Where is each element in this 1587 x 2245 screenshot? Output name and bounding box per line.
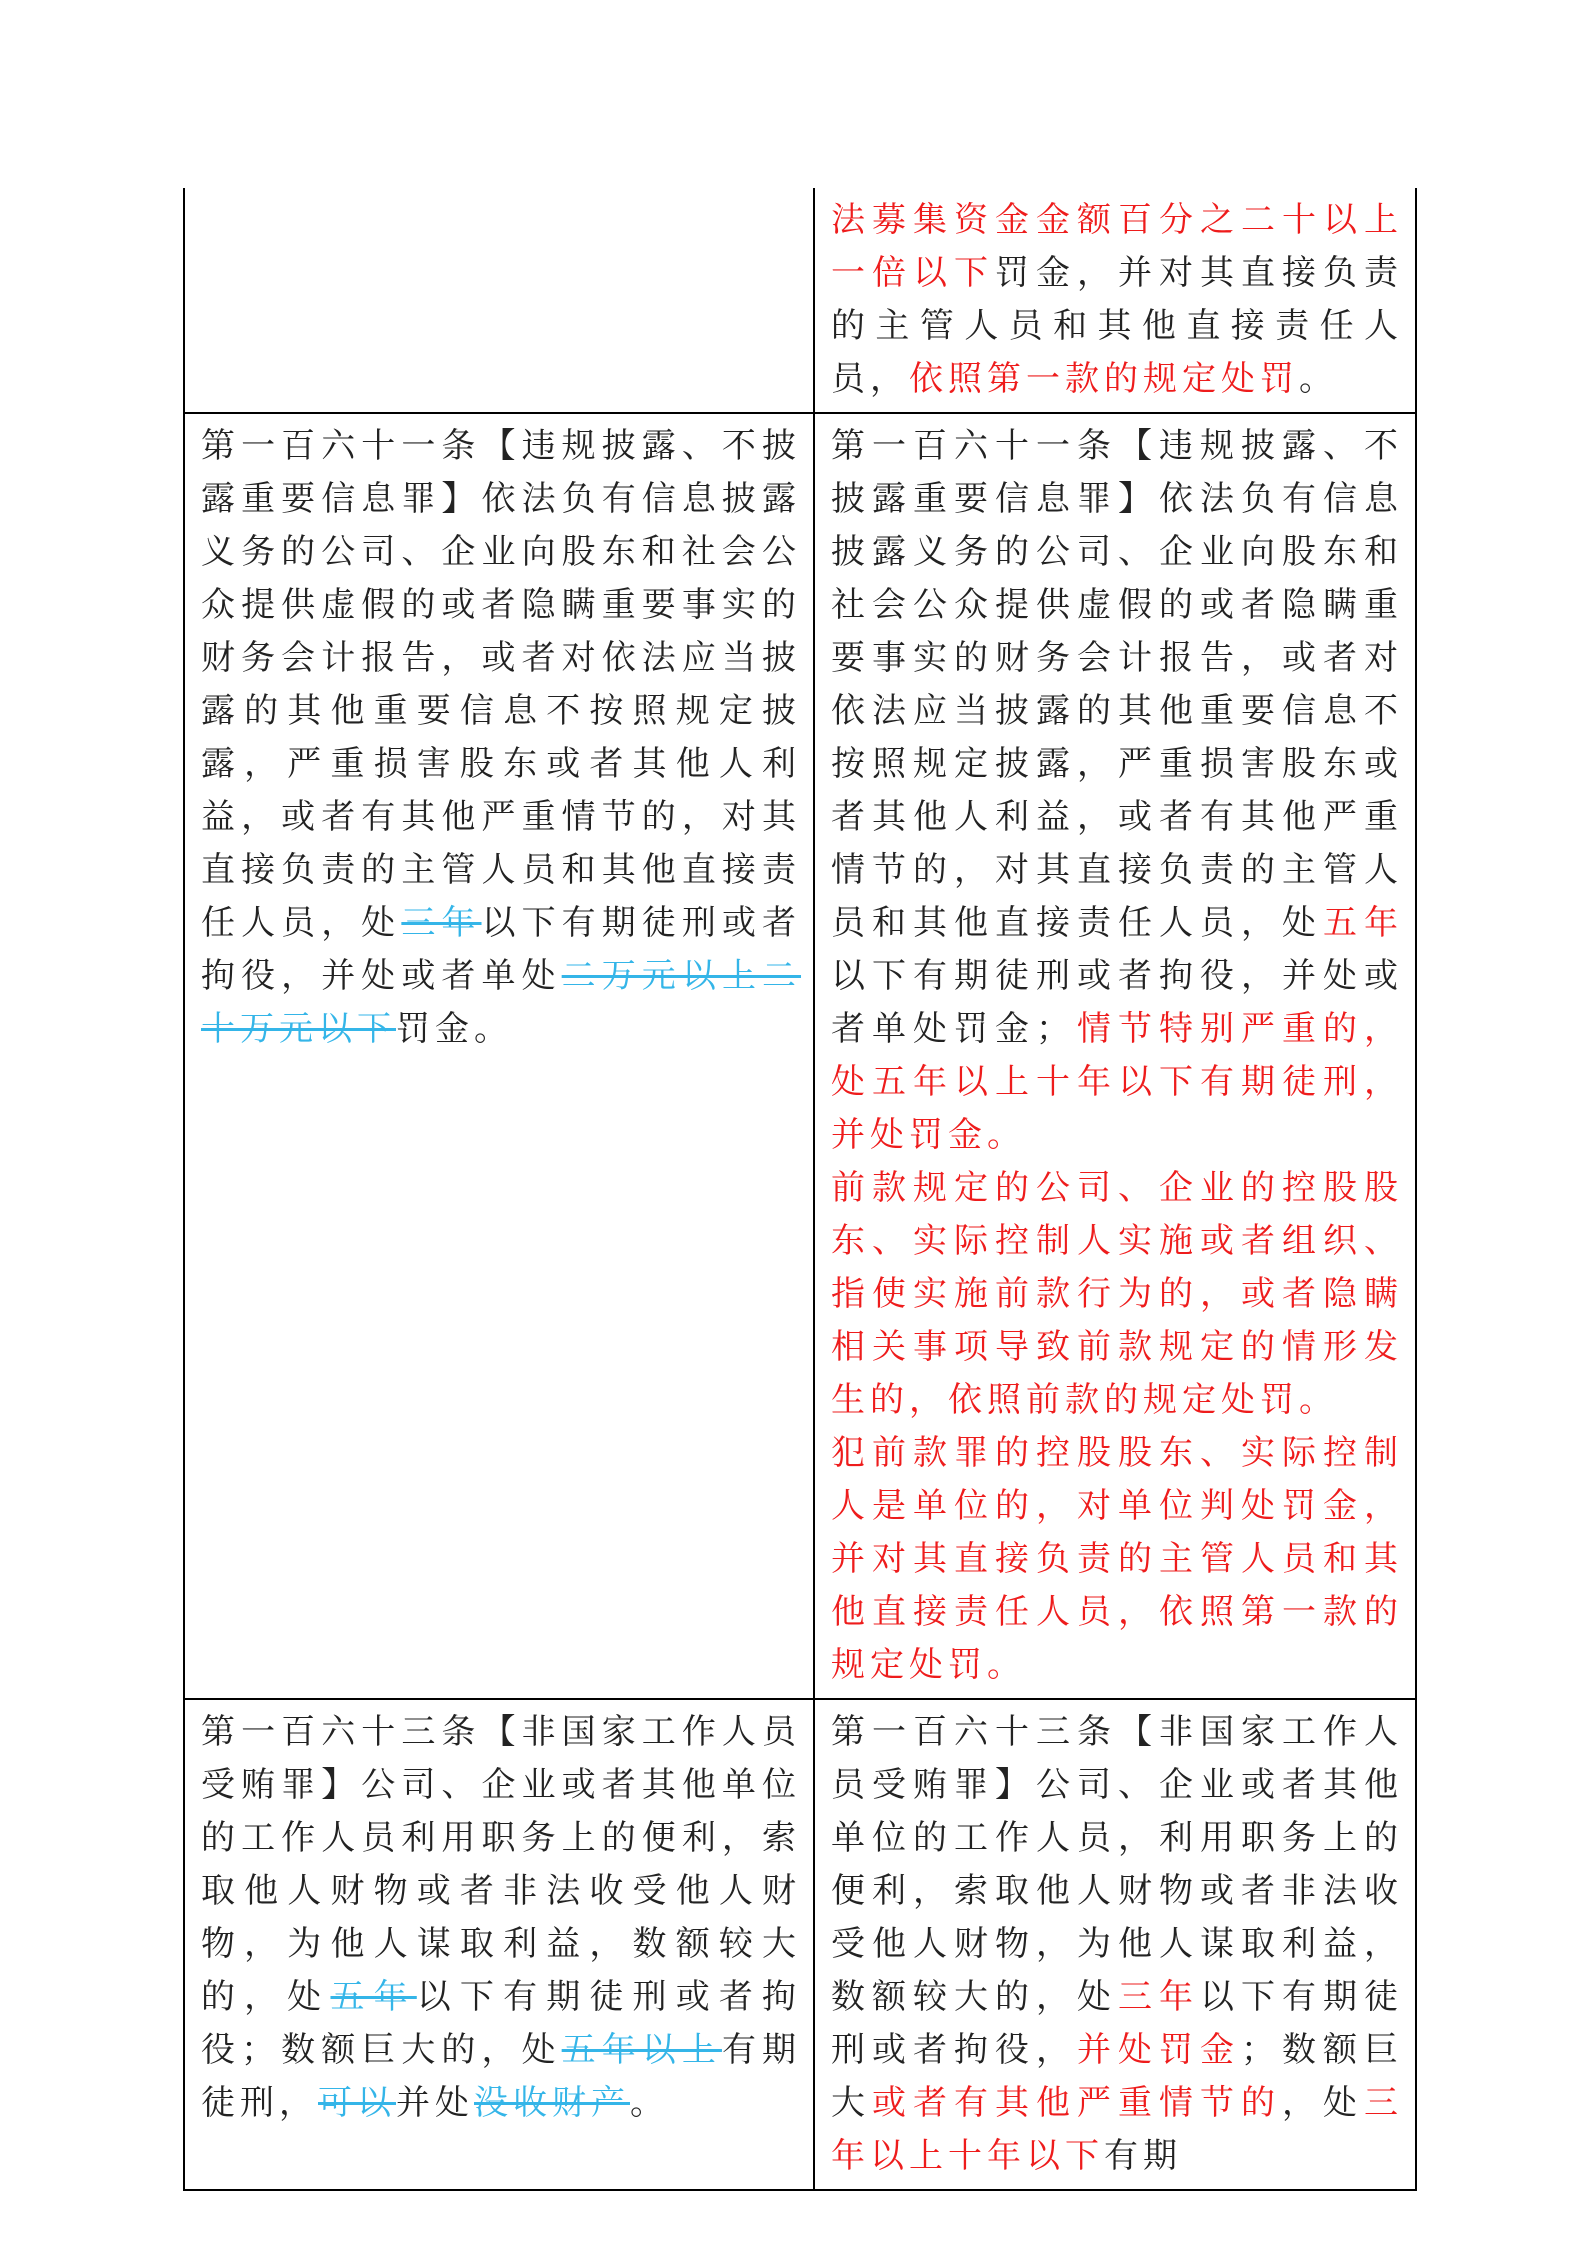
body-text: 第一百六十一条【违规披露、不披露重要信息罪】依法负有信息披露义务的公司、企业向股东和社会公众提供虚假的或者隐瞒重要事实的财务会计报告，或者对依法应当披露的其他重要信息不按照规定披露，严重损害股东或者其他人利益，或者有其他严重情节的，对其直接负责的主管人员和其他直接责任人员，处 xyxy=(201,426,801,943)
table-row-article-163 xyxy=(184,1699,1416,2190)
cell-paragraph xyxy=(831,1706,1403,2183)
body-text: 罚金，并对其直接负责的主管人员和其他直接责任人员， xyxy=(831,253,1403,399)
table-row-article-161 xyxy=(184,413,1416,1699)
cell-paragraph xyxy=(831,194,1403,406)
deleted-text: 五年以上 xyxy=(561,2030,722,2070)
cell-paragraph xyxy=(831,420,1403,1162)
added-text: 依照第一款的规定处罚 xyxy=(909,359,1299,399)
body-text: 以下有期徒刑或者拘役， xyxy=(831,1977,1403,2070)
body-text: ；数额巨大 xyxy=(831,2030,1403,2123)
deleted-text: 三年 xyxy=(401,903,482,943)
original-text-cell xyxy=(184,188,814,413)
revised-text-cell xyxy=(814,413,1416,1699)
cell-paragraph xyxy=(201,1706,801,2130)
body-text: 并处 xyxy=(396,2083,474,2123)
body-text: ，处 xyxy=(1282,2083,1364,2123)
body-text: 。 xyxy=(630,2083,669,2123)
body-text: 第一百六十一条【违规披露、不披露重要信息罪】依法负有信息披露义务的公司、企业向股东和社会公众提供虚假的或者隐瞒重要事实的财务会计报告，或者对依法应当披露的其他重要信息不按照规定披露，严重损害股东或者其他人利益，或者有其他严重情节的，对其直接负责的主管人员和其他直接责任人员，处 xyxy=(831,426,1403,943)
deleted-text: 可以 xyxy=(318,2083,396,2123)
added-text: 犯前款罪的控股股东、实际控制人是单位的，对单位判处罚金，并对其直接负责的主管人员和其他直接责任人员，依照第一款的规定处罚。 xyxy=(831,1433,1403,1685)
original-text-cell xyxy=(184,413,814,1699)
added-text: 并处罚金 xyxy=(1077,2030,1241,2070)
added-text: 或者有其他严重情节的 xyxy=(872,2083,1282,2123)
deleted-text: 二万元以上二十万元以下 xyxy=(201,956,802,1049)
deleted-text: 五年 xyxy=(330,1977,417,2017)
added-text: 三年 xyxy=(1118,1977,1200,2017)
comparison-table xyxy=(183,188,1417,2191)
body-text: 以下有期徒刑或者拘役，并处或者单处 xyxy=(201,903,802,996)
body-text: 以下有期徒刑或者拘役，并处或者单处罚金； xyxy=(831,956,1403,1049)
revised-text-cell xyxy=(814,188,1416,413)
deleted-text: 没收财产 xyxy=(474,2083,630,2123)
cell-paragraph xyxy=(201,420,801,1056)
cell-paragraph xyxy=(831,1162,1403,1427)
body-text: 以下有期徒刑或者拘役；数额巨大的，处 xyxy=(201,1977,802,2070)
added-text: 前款规定的公司、企业的控股股东、实际控制人实施或者组织、指使实施前款行为的，或者隐瞒相关事项导致前款规定的情形发生的，依照前款的规定处罚。 xyxy=(831,1168,1403,1420)
revised-text-cell xyxy=(814,1699,1416,2190)
added-text: 三年以上十年以下 xyxy=(831,2083,1403,2176)
original-text-cell xyxy=(184,1699,814,2190)
added-text: 情节特别严重的，处五年以上十年以下有期徒刑，并处罚金。 xyxy=(831,1009,1403,1155)
table-row-continuation xyxy=(184,188,1416,413)
body-text: 第一百六十三条【非国家工作人员受贿罪】公司、企业或者其他单位的工作人员利用职务上的便利，索取他人财物或者非法收受他人财物，为他人谋取利益，数额较大的，处 xyxy=(201,1712,801,2017)
body-text: 有期徒刑， xyxy=(201,2030,802,2123)
body-text: 第一百六十三条【非国家工作人员受贿罪】公司、企业或者其他单位的工作人员，利用职务上的便利，索取他人财物或者非法收受他人财物，为他人谋取利益，数额较大的，处 xyxy=(831,1712,1403,2017)
cell-paragraph xyxy=(831,1427,1403,1692)
body-text: 有期 xyxy=(1104,2136,1182,2176)
added-text: 五年 xyxy=(1323,903,1403,943)
body-text: 罚金。 xyxy=(396,1009,513,1049)
added-text: 法募集资金金额百分之二十以上一倍以下 xyxy=(831,200,1403,293)
body-text: 。 xyxy=(1299,359,1338,399)
